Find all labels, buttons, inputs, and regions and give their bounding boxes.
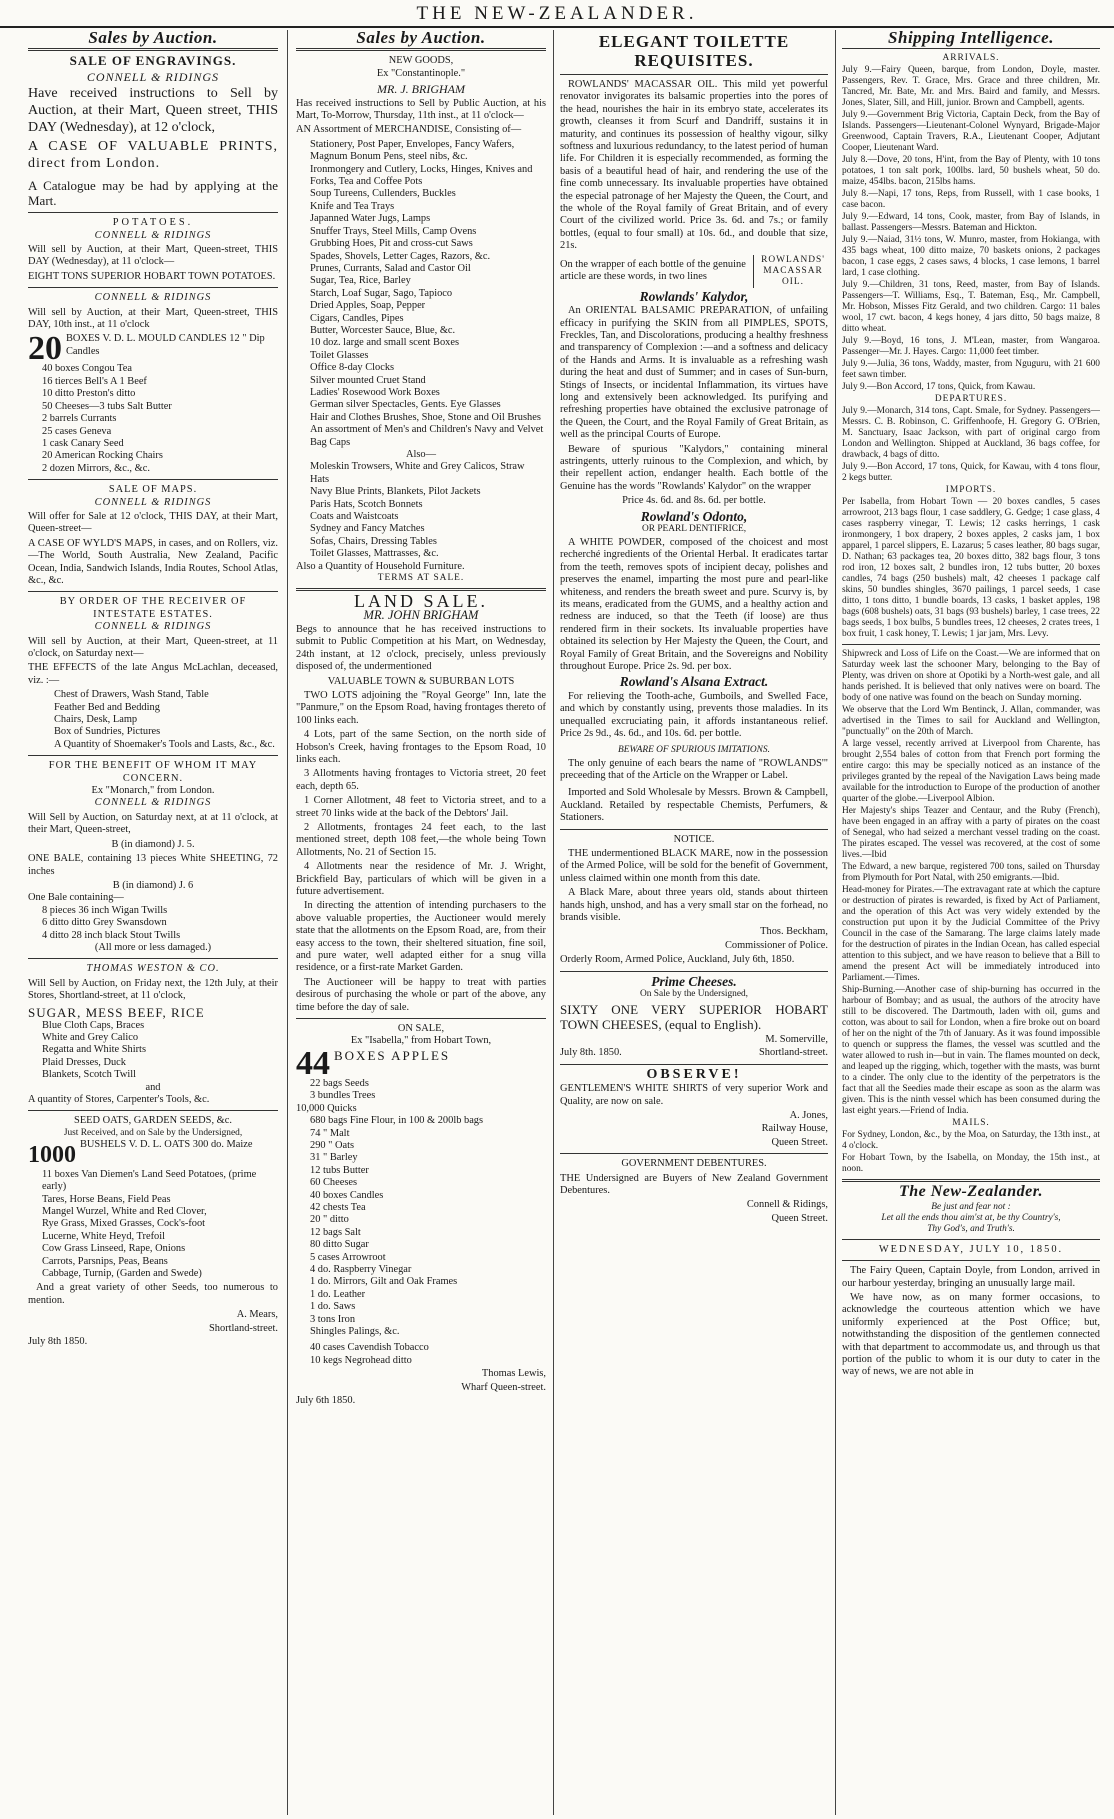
list-item: 74 " Malt <box>310 1127 350 1139</box>
list-item: Mangel Wurzel, White and Red Clover, <box>42 1206 207 1218</box>
list-item: 1 do. Mirrors, Gilt and Oak Frames <box>310 1276 458 1288</box>
column-header: Sales by Auction. <box>88 30 218 47</box>
list-item: 10 ditto Preston's ditto <box>42 388 136 400</box>
list-item: 12 bags Salt <box>310 1226 361 1238</box>
ad-body: On the wrapper of each bottle of the genuine article are these words, in two lines <box>560 258 746 283</box>
list-item: 12 tubs Butter <box>310 1164 369 1176</box>
ad-body: For relieving the Tooth-ache, Gumboils, and Swelled Face, and which by constantly using, prevents those maladies. In its unequalled excruciating pain, it affords instantaneous relief. Price 2s 9d., 4s. 6d., and 10s. 6d. per bottle. <box>560 690 828 740</box>
ad-body: 2 Allotments, frontages 24 feet each, to the last mentioned street, depth 108 feet,—the whole being Town Allotments, No. 21 of Section 15. <box>296 821 546 858</box>
ad-subtitle: Ex "Isabella," from Hobart Town, <box>350 1035 492 1047</box>
column-4 <box>842 30 1100 1815</box>
candle-lot <box>28 333 278 363</box>
list-item: (All more or less damaged.) <box>94 941 212 953</box>
list-item: Sydney and Fancy Matches <box>310 523 425 535</box>
list-item: Sugar, Tea, Rice, Barley <box>310 275 411 287</box>
list-item: Starch, Loaf Sugar, Sago, Tapioco <box>310 287 453 299</box>
ad-body: Will sell by Auction, at their Mart, Queen-street, THIS DAY (Wednesday), at 11 o'clock— <box>28 244 278 268</box>
list-item: 11 boxes Van Diemen's Land Seed Potatoes, (prime early) <box>42 1168 257 1193</box>
list-item: 4 do. Raspberry Vinegar <box>310 1263 412 1275</box>
list-item: 25 cases Geneva <box>42 425 112 437</box>
list-item: Plaid Dresses, Duck <box>42 1056 126 1068</box>
shipping-entry: July 9.—Bon Accord, 17 tons, Quick, from Kawau. <box>842 382 1036 393</box>
ad-title: ON SALE, <box>397 1023 445 1035</box>
list-item: Navy Blue Prints, Blankets, Pilot Jackets <box>310 486 481 498</box>
divider <box>560 1064 828 1065</box>
divider <box>842 48 1100 49</box>
list-item: Cabbage, Turnip, (Garden and Swede) <box>42 1268 202 1280</box>
ad-body: ROWLANDS' MACASSAR OIL. This mild yet powerful renovator invigorates its balsamic properties into the pores of the head, nourishes the hair in its embryo state, accelerates its growth, cleanses it from Scurf and Dandriff, sustains it in maturity, and continues its possession of healthy vigour, silky softness and luxurious redundancy, to the latest period of human life. For Children it is especially recommended, as forming the basis of a beautiful head of hair, and rendering the use of the fine comb unnecessary. Its invaluable properties have obtained the especial patronage of her Majesty the Queen, the Court, and the whole of the Royal family of Great Britain, and of every Court of the civilized world. Price 3s. 6d. and 7s.; or family bottles, (equal to four small) at 10s. 6d., and double that size, 21s. <box>560 79 828 252</box>
signature-address: Shortland-street. <box>759 1047 828 1059</box>
warning-heading: BEWARE OF SPURIOUS IMITATIONS. <box>618 744 770 755</box>
list-item: Snuffer Trays, Steel Mills, Camp Ovens <box>310 225 477 237</box>
lot-heading: BOXES APPLES <box>334 1047 451 1063</box>
divider <box>28 479 278 480</box>
ad-body: AN Assortment of MERCHANDISE, Consisting of— <box>296 124 522 136</box>
list-item: Chairs, Desk, Lamp <box>54 714 138 726</box>
signature: Connell & Ridings, <box>746 1199 828 1211</box>
ad-date: July 8th. 1850. <box>560 1047 622 1059</box>
column-header: Sales by Auction. <box>356 30 486 47</box>
lot-heading: BOXES V. D. L. MOULD CANDLES 12 " Dip Candles <box>66 333 265 357</box>
lot-number: 1000 <box>28 1141 76 1168</box>
mails-entry: For Hobart Town, by the Isabella, on Monday, the 15th inst., at noon. <box>842 1153 1100 1175</box>
divider <box>28 212 278 213</box>
auctioneer-name: THOMAS WESTON & CO. <box>86 963 220 975</box>
column-rule <box>835 30 836 1815</box>
divider <box>560 1153 828 1154</box>
list-item: 10 kegs Negrohead ditto <box>310 1354 412 1366</box>
list-item: Japanned Water Jugs, Lamps <box>310 213 431 225</box>
signature-address: Railway House, <box>761 1123 828 1135</box>
list-item: A quantity of Stores, Carpenter's Tools, &c. <box>28 1094 210 1105</box>
divider <box>560 74 828 75</box>
list-item: 3 bundles Trees <box>310 1090 376 1102</box>
list-item: 10 doz. large and small scent Boxes <box>310 337 459 349</box>
ad-body: Will sell by Auction, at their Mart, Queen-street, at 11 o'clock, on Saturday next— <box>28 635 278 659</box>
news-item: Shipwreck and Loss of Life on the Coast.—We are informed that on Saturday week last the schooner Mary, belonging to the Bay of Plenty, was driven on shore at Opotiki by a North-west gale, and all hands perished. It is believed that only natives were on board. The body of one native was found on the beach on Sunday morning. <box>842 649 1100 704</box>
signature: Thos. Beckham, <box>760 926 828 938</box>
wrapper-words: ROWLANDS' MACASSAR OIL. <box>753 255 828 288</box>
list-item: Office 8-day Clocks <box>310 362 395 374</box>
ad-body: Will sell by Auction, at their Mart, Queen-street, THIS DAY, 10th inst., at 11 o'clock <box>28 306 278 331</box>
list-item: Moleskin Trowsers, White and Grey Calicos, Straw Hats <box>310 461 525 485</box>
news-item: Ship-Burning.—Another case of ship-burning has occurred in the harbour of Bombay; and as usual, the authors of the atrocity have still to be discovered. The Dartmouth, laden with oil, gums and cotton, was about to sail for London, when a fire broke out on board of her on the night of the 7th of January. As it was found impossible to quench or suppress the flames, the vessel was scuttled and the water allowed to rush in—but in vain. The flames mounted on deck, and leaped up the rigging, which, together with the masts, was burnt to a cinder. The only clue to the identity of the perpetrators is the fact that all the Seedies made their escape as soon as the alarm was given. This is the ninth vessel which has been consumed during the last eight years.—Friend of India. <box>842 985 1100 1117</box>
ad-body: Has received instructions to Sell by Public Auction, at his Mart, To-Morrow, Thursday, 11th inst., at 11 o'clock— <box>296 97 546 122</box>
divider <box>28 755 278 756</box>
ad-subtitle: Ex "Constantinople." <box>376 67 466 79</box>
section-heading: IMPORTS. <box>945 485 997 496</box>
list-item: 80 ditto Sugar <box>310 1239 369 1251</box>
list-item: 16 tierces Bell's A 1 Beef <box>42 375 147 387</box>
ad-body: THE undermentioned BLACK MARE, now in the possession of the Armed Police, will be sold for the benefit of Government, unless claimed within one month from this date. <box>560 847 828 884</box>
column-2 <box>296 30 546 1815</box>
imports-entry: Per Isabella, from Hobart Town — 20 boxes candles, 5 cases arrowroot, 213 bags flour, 1 case saddlery, G. Gedge; 1 case glass, 4 cases raspberry vinegar, T. Lewis; 12 casks herrings, 1 cask ironmongery, 1 box drapery, 2 boxes apples, 2 casks jam, 1 box apparel, 1 parcel slippers, E. Lazarus; 5 cases leather, 80 bags sugar, D. Nathan; 63 packages tea, 20 boxes ditto, 382 bags flour, 3 tons rod iron, 12 boxes salt, 2 bundles iron, 12 tubs butter, 20 boxes candles, 74 bags (250 bushels) malt, 42 cheeses 1 package calf skins, 50 bundles shingles, 3670 pailings, 1 parcel seeds, 1 case ditto, 1 tons ditto, 1 bundle boards, 13 casks, 1 basket apples, 198 bags (608 bushels) oats, 31 bags (93 bushels) barley, 1 case trees, 22 bags seeds, 1 box bulbs, 5 bundles trees, 12 cheeses, 2 crates trees, 1 box fruit, 1 cask honey, T. Lewis; 1 jar jam, Mrs. Levy. <box>842 497 1100 640</box>
auctioneer-name: MR. J. BRIGHAM <box>377 82 465 97</box>
lot-heading: SUGAR, MESS BEEF, RICE <box>28 1004 205 1020</box>
paper-title: The New-Zealander. <box>898 1183 1044 1201</box>
divider <box>28 591 278 592</box>
list-item: 20 " ditto <box>310 1214 349 1226</box>
list-item: 31 " Barley <box>310 1152 358 1164</box>
shipping-entry: July 9.—Government Brig Victoria, Captain Deck, from the Bay of Islands. Passengers—Lieutenant-Colonel Wynyard, Brigade-Major Greenwood, Captain Travers, R.A., Lieutenant Cooper, Adjutant Cooper, Lieutenant Ward. <box>842 110 1100 154</box>
list-item: Shingles Palings, &c. <box>310 1326 400 1337</box>
list-item: Feather Bed and Bedding <box>54 701 160 713</box>
auctioneer-name: CONNELL & RIDINGS <box>94 621 212 633</box>
signature-address: Queen Street. <box>771 1136 828 1148</box>
list-item: Ironmongery and Cutlery, Locks, Hinges, Knives and Forks, Tea and Coffee Pots <box>310 163 533 188</box>
divider <box>842 644 1100 645</box>
signature-address: Wharf Queen-street. <box>461 1381 546 1393</box>
ad-body: 4 Lots, part of the same Section, on the north side of Hobson's Creek, having frontages to the Epsom Road, 10 links each. <box>296 729 546 765</box>
list-item: White and Grey Calico <box>42 1031 139 1043</box>
column-3 <box>560 30 828 1815</box>
auctioneer-name: MR. JOHN BRIGHAM <box>363 608 479 623</box>
ad-title: FOR THE BENEFIT OF WHOM IT MAY CONCERN. <box>48 760 258 784</box>
divider <box>28 958 278 959</box>
editorial-text: The Fairy Queen, Captain Doyle, from London, arrived in our harbour yesterday, bringing an unusually large mail. <box>842 1265 1100 1289</box>
column-rule <box>553 30 554 1815</box>
news-item: A large vessel, recently arrived at Liverpool from Charente, has brought 2,554 bales of cotton from that French port forming the entire cargo: this may be specially noticed as an instance of the privileges granted by the repeal of the Navigation Laws being made available for the introduction to Europe of the production of another quarter of the globe.—Liverpool Albion. <box>842 739 1100 805</box>
shipping-entry: July 9.—Naiad, 31½ tons, W. Munro, master, from Hokianga, with 435 bags wheat, 100 ditto maize, 70 baskets onions, 2 packages bacon, 1 case eggs, 2 cases saws, 4 blocks, 1 case lemons, 1 barrel lard, 1 case clothing. <box>842 235 1100 279</box>
ad-date: July 8th 1850. <box>28 1336 88 1348</box>
ad-body: In directing the attention of intending purchasers to the above valuable properties, the Auctioneer would merely state that the allotments on the Epsom Road, are, from their easy access to the town, their sheltered situation, fine soil, and pure water, well adapted either for a snug villa residence, or a first-rate Market Garden. <box>296 900 546 974</box>
ad-body: THE Undersigned are Buyers of New Zealand Government Debentures. <box>560 1172 828 1197</box>
list-item: Dried Apples, Soap, Pepper <box>310 300 426 312</box>
ad-body: A CASE OF VALUABLE PRINTS, direct from London. <box>28 139 278 172</box>
ad-body: 4 Allotments near the residence of Mr. J. Wright, Brickfield Bay, particulars of which will be given in a future advertisement. <box>296 861 546 897</box>
list-item: Regatta and White Shirts <box>42 1044 146 1056</box>
shipping-entry: July 9.—Children, 31 tons, Reed, master, from Bay of Islands. Passengers—T. Williams, Esq., T. Bateman, Esq., Mr. Campbell, Mr. Hobson, Misses Fitz Gerald, and two children. Cargo: 11 bales wool, 17 cwt. bacon, 4 kegs honey, 4 jars ditto, 50 bags maize, 8 ditto wheat. <box>842 280 1100 335</box>
list-item: Tares, Horse Beans, Field Peas <box>42 1193 171 1205</box>
list-item: Cow Grass Linseed, Rape, Onions <box>42 1243 186 1255</box>
signature: A. Jones, <box>789 1110 828 1122</box>
signature: Thomas Lewis, <box>481 1368 546 1380</box>
list-item: 20 American Rocking Chairs <box>42 450 163 462</box>
list-item: 40 boxes Candles <box>310 1189 384 1201</box>
lot-heading: BUSHELS V. D. L. OATS 300 do. Maize <box>80 1138 253 1150</box>
shipping-entry: July 9.—Fairy Queen, barque, from London, Doyle, master. Passengers, Rev. T. Grace, Mrs. Grace and three children, Mr. Tancred, Mr. Bate, Mr. and Mrs. Baird and family, and Messrs. Jones, Slater, Sill, and Hill, junior. Brown and Campbell, agents. <box>842 65 1100 109</box>
ad-body: A CASE OF WYLD'S MAPS, in cases, and on Rollers, viz.—The World, South Australia, New Zealand, Pacific Ocean, India, Sandwich Islands, India Routes, School Atlas, &c., &c. <box>28 537 278 586</box>
mails-entry: For Sydney, London, &c., by the Moa, on Saturday, the 13th inst., at 4 o'clock. <box>842 1130 1100 1152</box>
auctioneer-name: CONNELL & RIDINGS <box>94 229 212 241</box>
ad-title: POTATOES. <box>112 217 194 229</box>
ad-title: NOTICE. <box>673 833 715 845</box>
list-item: 3 tons Iron <box>310 1313 356 1325</box>
apples-lot <box>296 1048 546 1078</box>
oats-lot <box>28 1139 278 1169</box>
list-item: German silver Spectacles, Gents. Eye Glasses <box>310 399 501 411</box>
ad-body: A Black Mare, about three years old, stands about thirteen hands high, unshod, and has a very small star on the forhead, no brands visible. <box>560 887 828 923</box>
motto: Thy God's, and Truth's. <box>927 1223 1015 1234</box>
auctioneer-name: CONNELL & RIDINGS <box>94 496 212 508</box>
list-item: 22 bags Seeds <box>310 1077 369 1089</box>
shipping-entry: July 9.—Edward, 14 tons, Cook, master, from Bay of Islands, in ballast. Passengers—Messrs. Bateman and Hickton. <box>842 212 1100 234</box>
ad-body: The Auctioneer will be happy to treat with parties desirous of purchasing the whole or part of the above, any time before the day of sale. <box>296 976 546 1013</box>
list-item: Blue Cloth Caps, Braces <box>42 1019 145 1031</box>
list-item: 290 " Oats <box>310 1139 355 1151</box>
list-item: Sofas, Chairs, Dressing Tables <box>310 535 437 547</box>
ad-date: July 6th 1850. <box>296 1395 356 1407</box>
list-item: Soup Tureens, Cullenders, Buckles <box>310 188 456 200</box>
list-item: 5 cases Arrowroot <box>310 1251 386 1263</box>
divider <box>296 48 546 51</box>
signature-title: Commissioner of Police. <box>724 939 828 951</box>
ad-title: OBSERVE! <box>646 1066 742 1082</box>
shipping-entry: July 9.—Monarch, 314 tons, Capt. Smale, for Sydney. Passengers—Messrs. C. B. Robinson, C. Griffenhoofe, H. Gregory G. O'Brien, M. Sanctuary, Isaac Jackson, with part of original cargo from London and Wellington. Shipped at Auckland, 36 bags coffee, for drawback, 4 bags of ditto. <box>842 406 1100 461</box>
shipping-entry: July 9.—Bon Accord, 17 tons, Quick, for Kawau, with 4 tons flour, 2 kegs butter. <box>842 462 1100 484</box>
list-item: Toilet Glasses, Mattrasses, &c. <box>310 548 439 560</box>
list-item: Coats and Waistcoats <box>310 511 399 523</box>
ad-body: Beware of spurious "Kalydors," containing mineral astringents, utterly ruinous to the Complexion, and which, by their repellent action, endanger health. Each bottle of the Genuine has the words "Rowlands' Kalydor" on the wrapper <box>560 443 828 492</box>
ad-body: 1 Corner Allotment, 48 feet to Victoria street, and to a street 70 links wide at the back of the Debtors' Jail. <box>296 795 546 819</box>
news-item: We observe that the Lord Wm Bentinck, J. Allan, commander, was advertised in the Times to sail for Auckland and Wellington, "punctually" on the 20th of March. <box>842 705 1100 738</box>
list-item: 6 ditto ditto Grey Swansdown <box>42 917 167 929</box>
wrapper-note <box>560 255 828 288</box>
ad-body: 3 Allotments having frontages to Victoria street, 20 feet each, depth 65. <box>296 768 546 792</box>
ad-title: LAND SALE. <box>354 591 488 612</box>
list-item: 42 chests Tea <box>310 1201 366 1213</box>
list-item: 680 bags Fine Flour, in 100 & 200lb bags <box>310 1115 484 1127</box>
masthead: THE NEW-ZEALANDER. <box>0 0 1114 28</box>
ad-title: Prime Cheeses. <box>651 973 737 989</box>
list-item: Hair and Clothes Brushes, Shoe, Stone and Oil Brushes <box>310 411 541 423</box>
divider <box>28 287 278 288</box>
list-item: Grubbing Hoes, Pit and cross-cut Saws <box>310 238 473 250</box>
ad-subtitle: On Sale by the Undersigned, <box>639 989 749 999</box>
list-item: 40 boxes Congou Tea <box>42 363 132 375</box>
list-item: Prunes, Currants, Salad and Castor Oil <box>310 262 471 274</box>
product-title: Rowlands' Kalydor, <box>639 288 749 304</box>
ad-body: An ORIENTAL BALSAMIC PREPARATION, of unfailing efficacy in purifying the SKIN from all PIMPLES, SPOTS, Freckles, Tan, and Discolorations, producing a healthy freshness and transparency of Complexion :—and a softness and delicacy of the Hands and Arms. It is invaluable as a refreshing wash during the heat and dust of Summer; and in cases of Sun-burn, Stings of Insects, or incidental Inflammation, its virtues have long and extensively been acknowledged. Its purifying and refreshing properties have obtained the exclusive patronage of the Queen, the Court, and the Royal Family of Great Britain, as well as the principal Courts of Europe. <box>560 305 828 441</box>
ad-body: GENTLEMEN'S WHITE SHIRTS of very superior Work and Quality, are now on sale. <box>560 1083 828 1107</box>
product-price: Price 4s. 6d. and 8s. 6d. per bottle. <box>622 495 766 507</box>
ad-terms: TERMS AT SALE. <box>377 573 465 584</box>
column-1 <box>28 30 278 1815</box>
ad-body: ONE BALE, containing 13 pieces White SHEETING, 72 inches <box>28 853 278 877</box>
list-item: 10,000 Quicks <box>296 1102 357 1114</box>
shipping-entry: July 8.—Dove, 20 tons, H'int, from the Bay of Plenty, with 10 tons potatoes, 1 ton salt pork, 100lbs. lard, 50 bushels wheat, 50 do. maize, 454lbs. bacon, 215lbs hams. <box>842 155 1100 188</box>
list-item: A Quantity of Shoemaker's Tools and Lasts, &c., &c. <box>54 738 275 750</box>
ad-body: Will offer for Sale at 12 o'clock, THIS DAY, at their Mart, Queen-street— <box>28 510 278 535</box>
list-item: An assortment of Men's and Children's Navy and Velvet Bag Caps <box>310 424 544 448</box>
ad-body: EIGHT TONS SUPERIOR HOBART TOWN POTATOES. <box>28 270 276 282</box>
list-item: Blankets, Scotch Twill <box>42 1069 137 1081</box>
ad-body: Will Sell by Auction, on Friday next, the 12th July, at their Stores, Shortland-street, at 11 o'clock, <box>28 977 278 1002</box>
bale-mark: B (in diamond) J. 6 <box>112 879 194 891</box>
list-item: 4 ditto 28 inch black Stout Twills <box>42 929 181 941</box>
divider <box>560 829 828 830</box>
ad-body: Have received instructions to Sell by Auction, at their Mart, Queen street, THIS DAY (Wednesday), at 12 o'clock, <box>28 86 278 136</box>
auctioneer-name: CONNELL & RIDINGS <box>94 797 212 809</box>
section-heading: DEPARTURES. <box>934 394 1008 405</box>
list-item: 50 Cheeses—3 tubs Salt Butter <box>42 400 172 412</box>
product-title: Rowland's Odonto, <box>640 508 748 524</box>
ad-title: SALE OF MAPS. <box>108 484 198 496</box>
list-item: Chest of Drawers, Wash Stand, Table <box>54 689 209 701</box>
ad-place: Orderly Room, Armed Police, Auckland, July 6th, 1850. <box>560 954 795 966</box>
divider <box>296 1018 546 1019</box>
ad-body: Begs to announce that he has received instructions to submit to Public Competition at his Mart, on Wednesday, 24th instant, at 12 o'clock, precisely, unless previously disposed of, the undermentioned <box>296 623 546 673</box>
list-item: Also— <box>405 449 437 460</box>
list-item: 2 dozen Mirrors, &c., &c. <box>42 462 150 474</box>
bale-mark: B (in diamond) J. 5. <box>111 838 195 850</box>
ad-body: THE EFFECTS of the late Angus McLachlan, deceased, viz. :— <box>28 662 278 686</box>
ad-subtitle: Ex "Monarch," from London. <box>91 785 215 797</box>
list-item: Carrots, Parsnips, Peas, Beans <box>42 1255 168 1267</box>
ad-title: SALE OF ENGRAVINGS. <box>69 53 237 69</box>
divider <box>560 971 828 972</box>
shipping-entry: July 9.—Julia, 36 tons, Waddy, master, from Nguguru, with 21 600 feet sawn timber. <box>842 359 1100 381</box>
list-item: Lucerne, White Heyd, Trefoil <box>42 1230 166 1242</box>
ad-subtitle: Just Received, and on Sale by the Undersigned, <box>63 1127 243 1138</box>
news-item: Head-money for Pirates.—The extravagant rate at which the capture or destruction of pirates is rewarded, is fixed by Act of Parliament, and the operation of this Act was very widely extended by the construction put upon it by the Judicial Committee of the Privy Council in the case of the Samarang. The large claims lately made for the destruction of pirates in the Indian Ocean, has called especial attention to this subject, and we have reason to believe that a Bill to amend the present Act will be immediately introduced into Parliament.—Times. <box>842 885 1100 984</box>
column-header: Shipping Intelligence. <box>888 30 1054 47</box>
product-title: Rowland's Alsana Extract. <box>619 674 769 690</box>
ad-title: GOVERNMENT DEBENTURES. <box>621 1158 767 1170</box>
list-item: 60 Cheeses <box>310 1177 358 1189</box>
motto: Let all the ends thou aim'st at, be thy Country's, <box>881 1212 1061 1223</box>
list-item: One Bale containing— <box>28 892 124 904</box>
divider <box>28 48 278 51</box>
news-item: Her Majesty's ships Teazer and Centaur, and the Ruby (French), have been engaged in an affray with a party of pirates on the coast of Senegal, who had seized a merchant vessel trading on the coast. The pirates escaped. The vessel was recovered, at the cost of some lives.—Ibid <box>842 806 1100 861</box>
ad-body: A Catalogue may be had by applying at the Mart. <box>28 178 278 209</box>
shipping-entry: July 9.—Boyd, 16 tons, J. M'Lean, master, from Wangaroa. Passenger—Mr. J. Hayes. Cargo: 11,000 feet timber. <box>842 336 1100 358</box>
product-subtitle: OR PEARL DENTIFRICE, <box>641 524 747 534</box>
ad-title: BY ORDER OF THE RECEIVER OF INTESTATE ESTATES. <box>59 596 247 620</box>
ad-body: TWO LOTS adjoining the "Royal George" Inn, late the "Panmure," on the Epsom Road, having frontages thereto of 100 links each. <box>296 689 546 726</box>
list-item: Butter, Worcester Sauce, Blue, &c. <box>310 324 456 336</box>
divider <box>842 1260 1100 1261</box>
ad-footer <box>560 1047 828 1059</box>
list-item: Rye Grass, Mixed Grasses, Cock's-foot <box>42 1218 206 1230</box>
list-item: Paris Hats, Scotch Bonnets <box>310 498 423 510</box>
ad-body: And a great variety of other Seeds, too numerous to mention. <box>28 1282 278 1306</box>
divider <box>842 1179 1100 1182</box>
lot-number: 20 <box>28 333 62 364</box>
divider <box>842 1239 1100 1240</box>
list-item: Box of Sundries, Pictures <box>54 726 161 738</box>
auctioneer-name: CONNELL & RIDINGS <box>94 292 212 304</box>
ad-body: The only genuine of each bears the name of "ROWLANDS'" preceeding that of the Article on the Wrapper or Label. <box>560 757 828 781</box>
signature: A. Mears, <box>236 1309 278 1321</box>
column-rule <box>287 30 288 1815</box>
ad-title: NEW GOODS, <box>388 55 454 67</box>
auctioneer-name: CONNELL & RIDINGS <box>86 69 220 84</box>
list-item: Stationery, Post Paper, Envelopes, Fancy Wafers, Magnum Bonum Pens, steel nibs, &c. <box>310 138 515 163</box>
divider <box>28 1110 278 1111</box>
signature-address: Queen Street. <box>771 1212 828 1224</box>
column-header: ELEGANT TOILETTE REQUISITES. <box>598 32 790 70</box>
editorial-text: We have now, as on many former occasions, to acknowledge the courteous attention which we have uniformly experienced at the Post Office; but, notwithstanding the disposition of the gentlemen connected with that department to accommodate us, and through us that portion of the public to whom it is our duty to cater in the way of news, we are not able in <box>842 1292 1100 1378</box>
list-item: 40 cases Cavendish Tobacco <box>310 1342 429 1354</box>
lot-number: 44 <box>296 1047 330 1078</box>
list-item: 2 barrels Currants <box>42 413 117 425</box>
list-item: Cigars, Candles, Pipes <box>310 312 404 324</box>
list-item: Knife and Tea Trays <box>310 200 395 212</box>
shipping-entry: July 8.—Napi, 17 tons, Reps, from Russell, with 1 case books, 1 case bacon. <box>842 189 1100 211</box>
section-heading: ARRIVALS. <box>942 53 1000 64</box>
list-item: and <box>145 1081 161 1093</box>
news-item: The Edward, a new barque, registered 700 tons, sailed on Thursday from Plymouth for Port Natal, with 250 emigrants.—Ibid. <box>842 862 1100 884</box>
list-item: Ladies' Rosewood Work Boxes <box>310 386 440 398</box>
signature: M. Somerville, <box>765 1034 828 1045</box>
motto: Be just and fear not : <box>931 1201 1011 1212</box>
ad-body: SIXTY ONE VERY SUPERIOR HOBART TOWN CHEESES, (equal to English). <box>560 1002 828 1032</box>
list-item: 1 do. Leather <box>310 1288 366 1300</box>
list-item: Toilet Glasses <box>310 349 369 361</box>
list-item: Spades, Shovels, Letter Cages, Razors, &c. <box>310 250 491 262</box>
lot-heading: VALUABLE TOWN & SUBURBAN LOTS <box>327 675 515 687</box>
dateline: WEDNESDAY, JULY 10, 1850. <box>878 1243 1064 1255</box>
list-item: Also a Quantity of Household Furniture. <box>296 560 465 572</box>
ad-body: Will Sell by Auction, on Saturday next, at at 11 o'clock, at their Mart, Queen-street, <box>28 811 278 836</box>
list-item: 1 cask Canary Seed <box>42 437 124 449</box>
signature-address: Shortland-street. <box>209 1322 278 1334</box>
list-item: 8 pieces 36 inch Wigan Twills <box>42 904 168 916</box>
ad-body: Imported and Sold Wholesale by Messrs. Brown & Campbell, Auckland. Retailed by respectable Chemists, Perfumers, & Stationers. <box>560 787 828 824</box>
ad-title: SEED OATS, GARDEN SEEDS, &c. <box>74 1115 232 1127</box>
section-heading: MAILS. <box>952 1118 990 1129</box>
list-item: Silver mounted Cruet Stand <box>310 374 426 386</box>
ad-body: A WHITE POWDER, composed of the choicest and most recherché ingredients of the Oriental Herbal. It eradicates tartar from the teeth, removes spots of incipient decay, polishes and preserves the enamel, imparting the most pure and pearl-like whiteness, and renders the breath sweet and pure. Scurvy is, by its means, eradicated from the GUMS, and a healthy action and redness are induced, so that the Teeth (if loose) are thus rendered firm in their sockets. Its invaluable properties have obtained its selection by Her Majesty the Queen, the Court, and Royal Family of Great Britain, and the Sovereigns and Nobility throughout Europe. Price 2s. 9d. per box. <box>560 537 828 673</box>
list-item: 1 do. Saws <box>310 1301 356 1313</box>
